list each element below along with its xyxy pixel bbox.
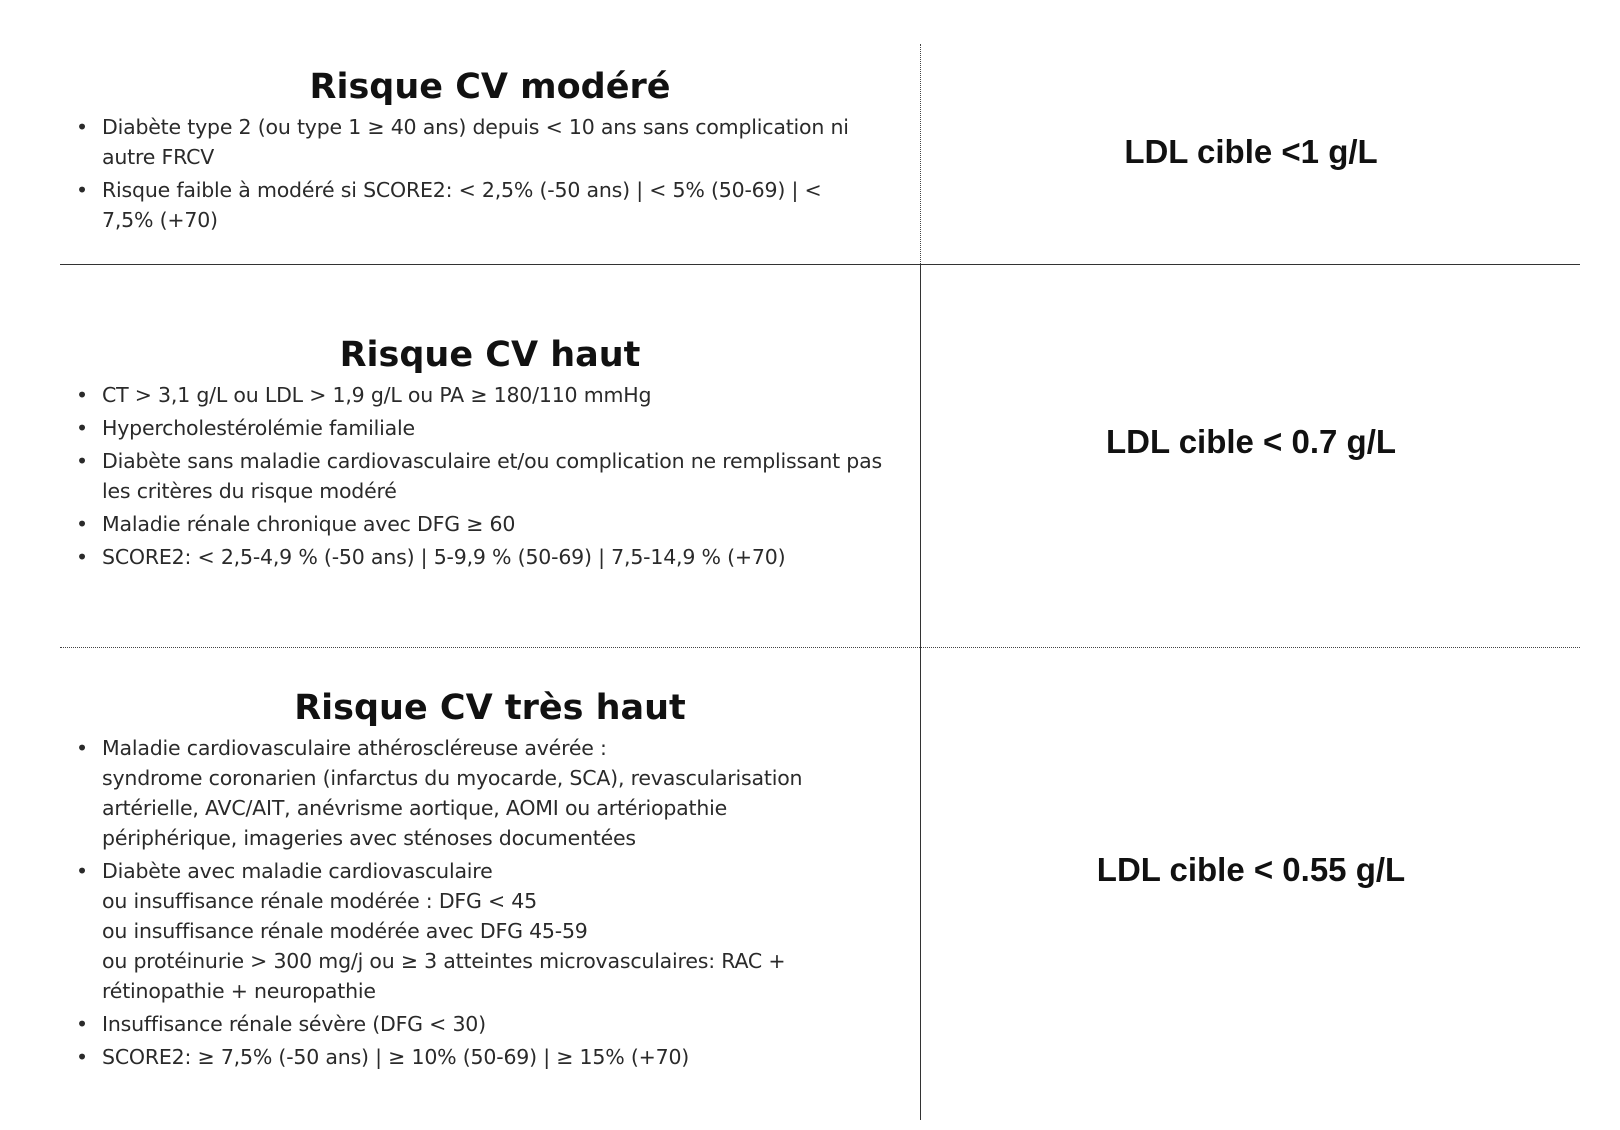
row-divider-2-dotted <box>60 647 1580 648</box>
list-item: • Maladie rénale chronique avec DFG ≥ 60 <box>102 509 910 539</box>
risk-moderate-list <box>70 112 910 235</box>
list-item: • SCORE2: < 2,5-4,9 % (-50 ans) | 5-9,9 % (50-69) | 7,5-14,9 % (+70) <box>102 542 910 572</box>
list-item: • Diabète avec maladie cardiovasculaire ou insuffisance rénale modérée : DFG < 45 ou insuffisance rénale modérée avec DFG 45-59 ou protéinurie > 300 mg/j ou ≥ 3 atteintes microvasculaires: RAC + rétinopathie + neuropathie <box>102 856 910 1006</box>
column-divider-dotted <box>920 44 921 264</box>
list-item: • CT > 3,1 g/L ou LDL > 1,9 g/L ou PA ≥ 180/110 mmHg <box>102 380 910 410</box>
risk-very-high-criteria <box>60 649 920 1120</box>
ldl-target-moderate: LDL cible <1 g/L <box>1124 133 1378 170</box>
risk-high-list <box>70 380 910 572</box>
list-item: • Insuffisance rénale sévère (DFG < 30) <box>102 1009 910 1039</box>
row-divider-1 <box>60 264 1580 265</box>
risk-table <box>60 44 1580 1120</box>
risk-high-criteria <box>60 266 920 647</box>
list-item: • SCORE2: ≥ 7,5% (-50 ans) | ≥ 10% (50-69) | ≥ 15% (+70) <box>102 1042 910 1072</box>
risk-moderate-target-cell <box>922 44 1580 264</box>
risk-very-high-target-cell <box>922 649 1580 1120</box>
list-item: • Risque faible à modéré si SCORE2: < 2,5% (-50 ans) | < 5% (50-69) | < 7,5% (+70) <box>102 175 910 235</box>
ldl-target-high: LDL cible < 0.7 g/L <box>1105 422 1397 460</box>
list-item: • Hypercholestérolémie familiale <box>102 413 910 443</box>
risk-moderate-criteria <box>60 44 920 264</box>
list-item: • Diabète sans maladie cardiovasculaire et/ou complication ne remplissant pas les critères du risque modéré <box>102 446 910 506</box>
risk-very-high-title: Risque CV très haut <box>294 688 686 728</box>
list-item: • Diabète type 2 (ou type 1 ≥ 40 ans) depuis < 10 ans sans complication ni autre FRCV <box>102 112 910 172</box>
risk-high-title: Risque CV haut <box>339 335 641 375</box>
ldl-target-very-high: LDL cible < 0.55 g/L <box>1096 850 1406 888</box>
risk-high-target-cell <box>922 266 1580 647</box>
column-divider <box>920 264 921 1120</box>
risk-very-high-list <box>70 733 910 1072</box>
list-item: • Maladie cardiovasculaire athéroscléreuse avérée : syndrome coronarien (infarctus du myocarde, SCA), revascularisation artérielle, AVC/AIT, anévrisme aortique, AOMI ou artériopathie périphérique, imageries avec sténoses documentées <box>102 733 910 853</box>
risk-moderate-title: Risque CV modéré <box>309 67 671 107</box>
